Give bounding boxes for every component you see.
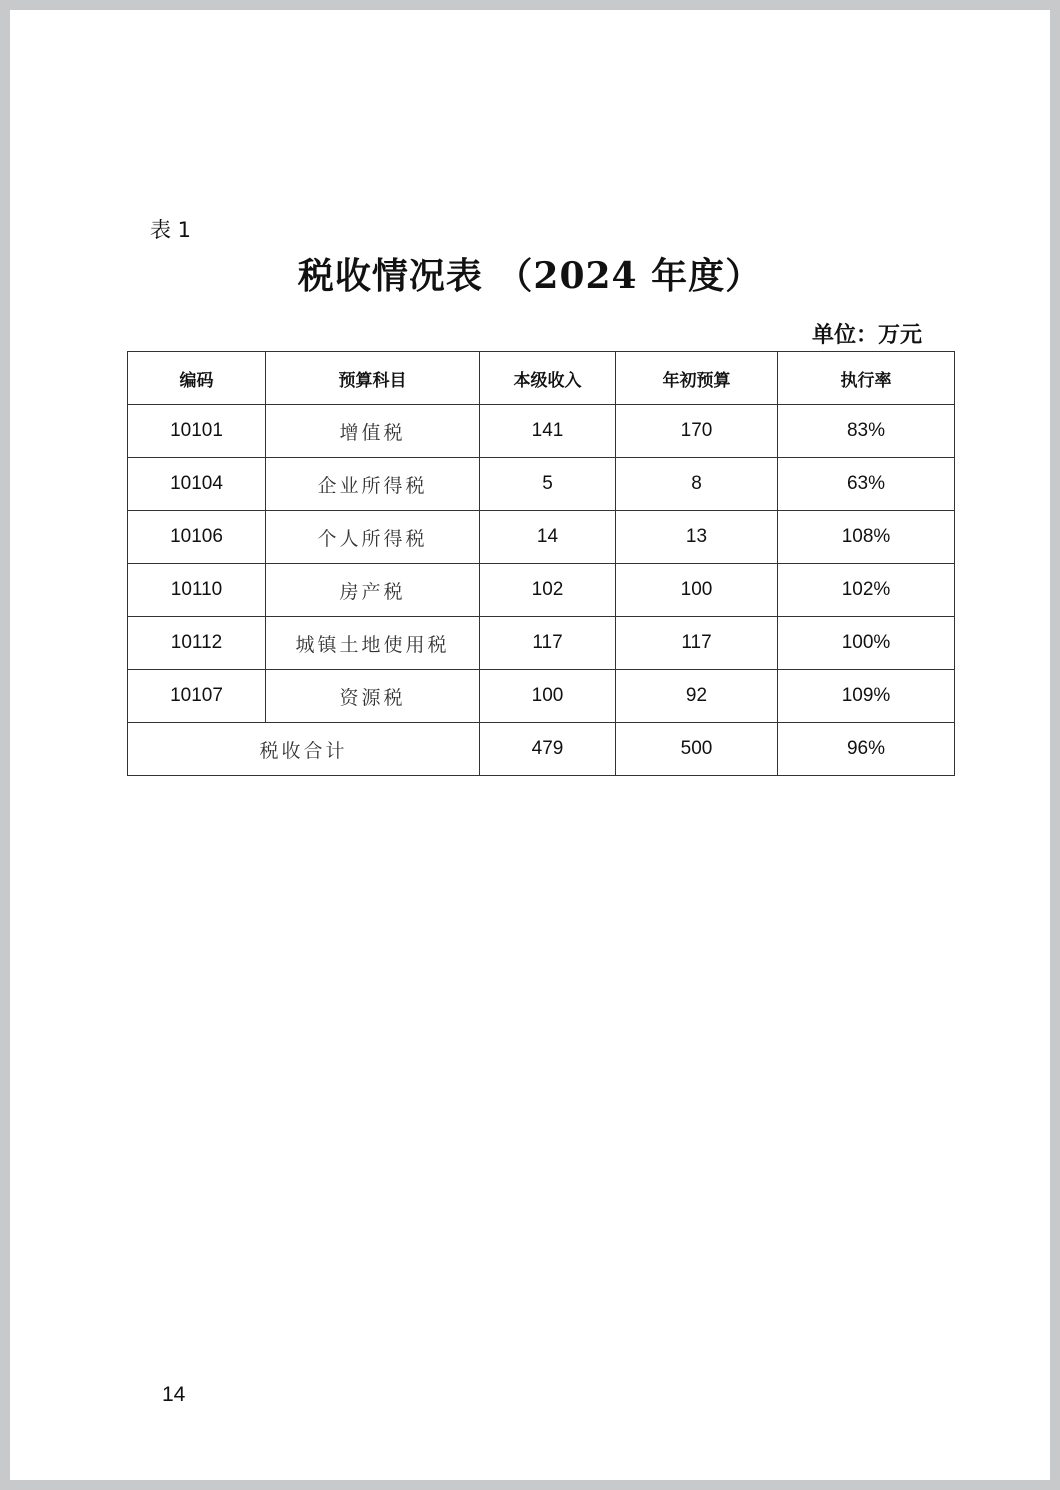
cell-budget: 100 xyxy=(616,564,778,617)
cell-income: 102 xyxy=(480,564,616,617)
header-rate: 执行率 xyxy=(778,352,955,405)
cell-rate: 102% xyxy=(778,564,955,617)
cell-total-budget: 500 xyxy=(616,723,778,776)
cell-rate: 108% xyxy=(778,511,955,564)
header-subject: 预算科目 xyxy=(266,352,480,405)
header-income: 本级收入 xyxy=(480,352,616,405)
cell-rate: 63% xyxy=(778,458,955,511)
page-title: 税收情况表 （2024 年度） xyxy=(297,255,763,297)
cell-total-label: 税收合计 xyxy=(128,723,480,776)
cell-income: 100 xyxy=(480,670,616,723)
cell-code: 10106 xyxy=(128,511,266,564)
unit-label: 单位：万元 xyxy=(811,323,922,348)
table-row xyxy=(128,405,955,458)
cell-subject: 房产税 xyxy=(266,564,480,617)
cell-subject: 增值税 xyxy=(266,405,480,458)
cell-code: 10112 xyxy=(128,617,266,670)
cell-income: 141 xyxy=(480,405,616,458)
cell-total-income: 479 xyxy=(480,723,616,776)
cell-subject: 城镇土地使用税 xyxy=(266,617,480,670)
cell-budget: 92 xyxy=(616,670,778,723)
cell-budget: 13 xyxy=(616,511,778,564)
table-header-row xyxy=(128,352,955,405)
cell-budget: 170 xyxy=(616,405,778,458)
cell-rate: 83% xyxy=(778,405,955,458)
cell-rate: 109% xyxy=(778,670,955,723)
header-budget: 年初预算 xyxy=(616,352,778,405)
table-row xyxy=(128,617,955,670)
table-row xyxy=(128,511,955,564)
cell-code: 10104 xyxy=(128,458,266,511)
document-page xyxy=(10,10,1050,1480)
header-code: 编码 xyxy=(128,352,266,405)
page-number: 14 xyxy=(162,1383,186,1406)
cell-income: 117 xyxy=(480,617,616,670)
cell-subject: 资源税 xyxy=(266,670,480,723)
cell-subject: 个人所得税 xyxy=(266,511,480,564)
cell-total-rate: 96% xyxy=(778,723,955,776)
cell-code: 10110 xyxy=(128,564,266,617)
cell-rate: 100% xyxy=(778,617,955,670)
cell-subject: 企业所得税 xyxy=(266,458,480,511)
cell-income: 14 xyxy=(480,511,616,564)
table-row xyxy=(128,564,955,617)
cell-code: 10107 xyxy=(128,670,266,723)
cell-budget: 8 xyxy=(616,458,778,511)
tax-table xyxy=(127,351,955,776)
table-row xyxy=(128,670,955,723)
cell-budget: 117 xyxy=(616,617,778,670)
table-total-row xyxy=(128,723,955,776)
table-row xyxy=(128,458,955,511)
cell-income: 5 xyxy=(480,458,616,511)
cell-code: 10101 xyxy=(128,405,266,458)
table-label: 表 1 xyxy=(150,218,192,242)
